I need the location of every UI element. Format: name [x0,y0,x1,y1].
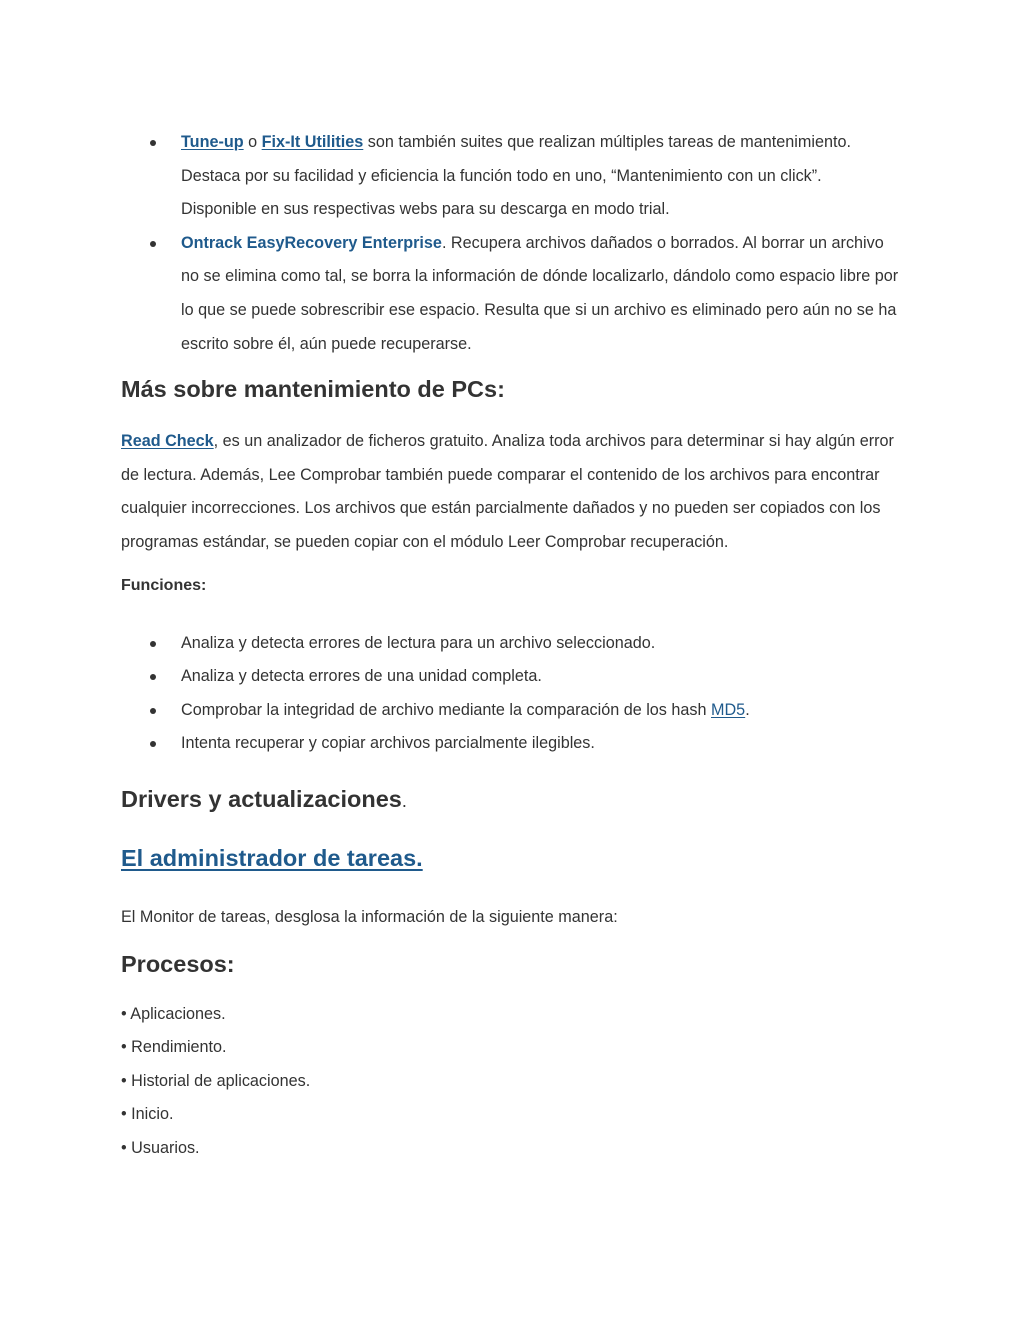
heading-drivers-period: . [401,790,407,811]
proceso-item: • Aplicaciones. [121,1004,226,1023]
heading-admin [121,843,901,873]
fix-it-utilities-link[interactable]: Fix-It Utilities [261,133,364,151]
funciones-list [121,627,901,761]
funcion-item-md5 [181,694,901,728]
read-check-link[interactable]: Read Check [121,432,214,451]
connector-text: o [243,133,262,151]
funcion-item: Analiza y detecta errores de lectura para un archivo seleccionado. [181,627,901,661]
monitor-paragraph: El Monitor de tareas, desglosa la información de la siguiente manera: [121,907,618,926]
proceso-item: • Rendimiento. [121,1038,227,1057]
readcheck-description: , es un analizador de ficheros gratuito. Analiza toda archivos para determinar si hay algún error de lectura. Además, Lee Comprobar también puede comparar el contenido de los archivos para encontrar cualquier incorrecciones. Los archivos que están parcialmente dañados y no pueden ser copiados con los programas estándar, se pueden copiar con el módulo Leer Comprobar recuperación. [121,432,894,551]
heading-procesos: Procesos: [121,950,235,977]
document-page [121,126,901,1165]
funciones-label: Funciones: [121,576,207,594]
tuneup-description: son también suites que realizan múltiples tareas de mantenimiento. Destaca por su facilidad y eficiencia la función todo en uno, “Mantenimiento con un click”. Disponible en sus respectivas webs para su descarga en modo trial. [181,133,851,219]
proceso-item: • Inicio. [121,1105,174,1124]
procesos-list [121,998,901,1166]
ontrack-name: Ontrack EasyRecovery Enterprise [181,233,442,252]
tools-list [121,126,901,361]
md5-link[interactable]: MD5 [711,700,746,719]
funcion-item: Analiza y detecta errores de una unidad completa. [181,660,901,694]
tune-up-link[interactable]: Tune-up [181,133,244,151]
heading-drivers-text: Drivers y actualizaciones [121,785,402,812]
list-item-tuneup [181,126,901,227]
list-item-ontrack [181,227,901,361]
heading-drivers [121,784,901,816]
proceso-item: • Usuarios. [121,1138,200,1157]
administrador-tareas-link[interactable]: El administrador de tareas. [121,844,423,871]
proceso-item: • Historial de aplicaciones. [121,1071,311,1090]
readcheck-paragraph [121,425,901,559]
md5-text-before: Comprobar la integridad de archivo mediante la comparación de los hash [181,700,711,719]
heading-mas-sobre: Más sobre mantenimiento de PCs: [121,376,505,403]
funcion-item: Intenta recuperar y copiar archivos parcialmente ilegibles. [181,727,901,761]
ontrack-description: . Recupera archivos dañados o borrados. Al borrar un archivo no se elimina como tal, se borra la información de dónde localizarlo, dándolo como espacio libre por lo que se puede sobrescribir ese espacio. Resulta que si un archivo es eliminado pero aún no se ha escrito sobre él, aún puede recuperarse. [181,233,899,353]
md5-text-after: . [745,700,750,719]
